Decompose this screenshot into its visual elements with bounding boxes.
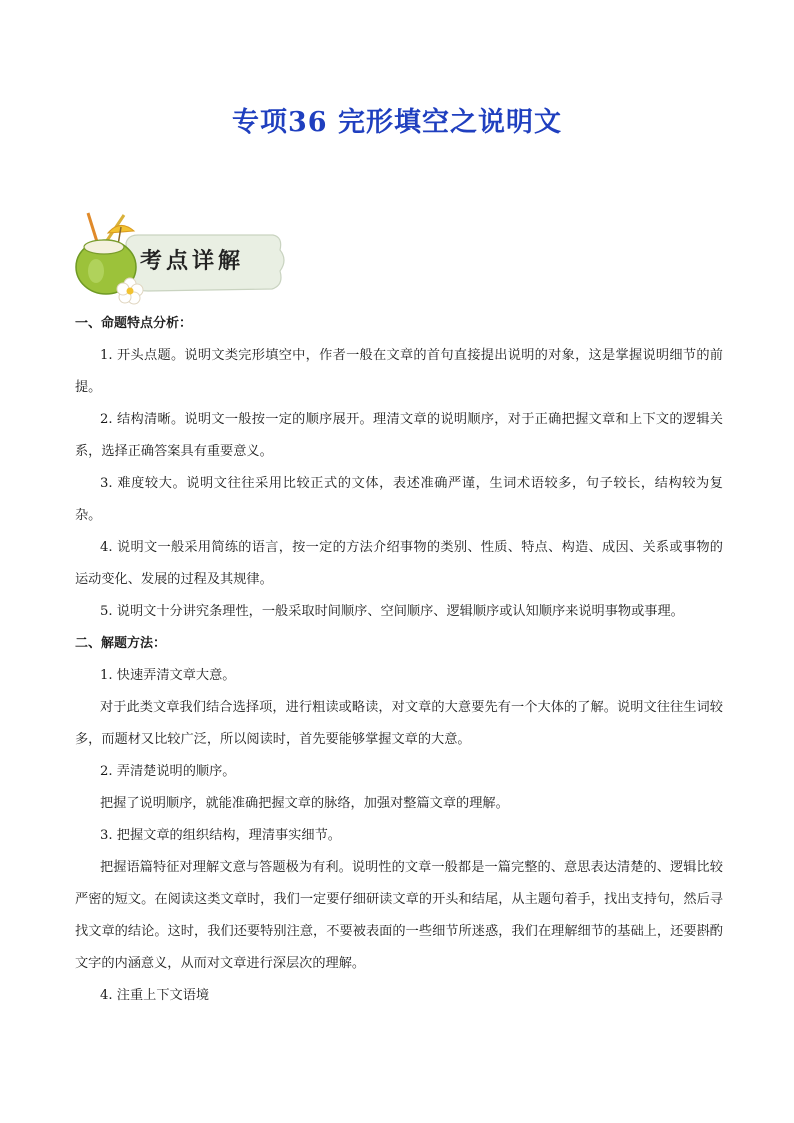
paragraph: 1. 快速弄清文章大意。 — [100, 668, 236, 683]
paragraph: 2. 结构清晰。说明文一般按一定的顺序展开。理清文章的说明顺序，对于正确把握文章和上下文的逻辑关系，选择正确答案具有重要意义。 — [75, 412, 723, 459]
paragraph: 3. 把握文章的组织结构，理清事实细节。 — [100, 828, 341, 843]
paragraph: 3. 难度较大。说明文往往采用比较正式的文体，表述准确严谨，生词术语较多，句子较长，结构较为复杂。 — [75, 476, 723, 523]
paragraph: 4. 说明文一般采用简练的语言，按一定的方法介绍事物的类别、性质、特点、构造、成因、关系或事物的运动变化、发展的过程及其规律。 — [75, 540, 723, 587]
page-title: 专项36 完形填空之说明文 — [232, 107, 562, 138]
paragraph: 5. 说明文十分讲究条理性，一般采取时间顺序、空间顺序、逻辑顺序或认知顺序来说明事物或事理。 — [100, 604, 684, 619]
paragraph: 把握了说明顺序，就能准确把握文章的脉络，加强对整篇文章的理解。 — [100, 796, 509, 811]
section-badge-label: 考点详解 — [140, 249, 245, 274]
paragraph: 4. 注重上下文语境 — [100, 988, 210, 1003]
paragraph: 把握语篇特征对理解文意与答题极为有利。说明性的文章一般都是一篇完整的、意思表达清楚的、逻辑比较严密的短文。在阅读这类文章时，我们一定要仔细研读文章的开头和结尾，从主题句着手，找出支持句，然后寻找文章的结论。这时，我们还要特别注意，不要被表面的一些细节所迷惑，我们在理解细节的基础上，还要斟酌文字的内涵意义，从而对文章进行深层次的理解。 — [75, 860, 723, 971]
paragraph: 2. 弄清楚说明的顺序。 — [100, 764, 236, 779]
paragraph: 1. 开头点题。说明文类完形填空中，作者一般在文章的首句直接提出说明的对象，这是掌握说明细节的前提。 — [75, 348, 723, 395]
section-heading: 二、解题方法： — [75, 636, 167, 651]
document-body — [75, 308, 723, 1012]
paragraph: 对于此类文章我们结合选择项，进行粗读或略读，对文章的大意要先有一个大体的了解。说明文往往生词较多，而题材又比较广泛，所以阅读时，首先要能够掌握文章的大意。 — [75, 700, 723, 747]
section-heading: 一、命题特点分析： — [75, 316, 193, 331]
